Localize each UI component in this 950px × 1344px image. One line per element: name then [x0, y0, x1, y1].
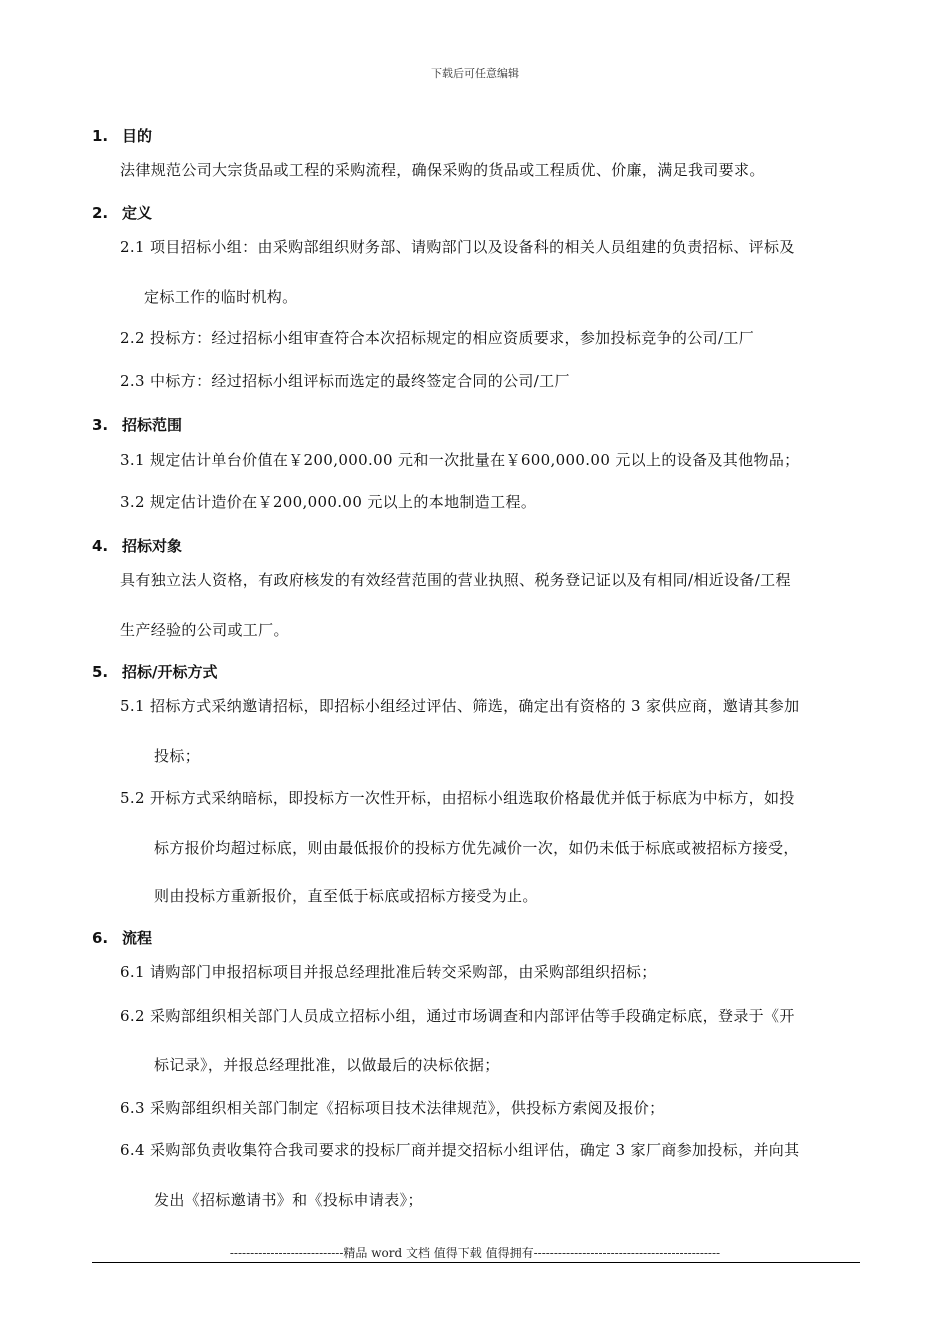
target-text-cont: 生产经验的公司或工厂。 — [120, 621, 289, 639]
section-heading-3 — [92, 415, 182, 435]
section-number: 1. — [92, 127, 109, 145]
section-number: 5. — [92, 663, 109, 681]
section-heading-5 — [92, 662, 217, 682]
section-heading-6 — [92, 928, 152, 948]
definition-2-2: 2.2 投标方：经过招标小组审查符合本次招标规定的相应资质要求，参加投标竞争的公司/工厂 — [120, 329, 755, 347]
definition-2-1-cont: 定标工作的临时机构。 — [144, 288, 298, 306]
section-number: 4. — [92, 537, 109, 555]
process-6-3: 6.3 采购部组织相关部门制定《招标项目技术法律规范》，供投标方索阅及报价； — [120, 1099, 665, 1117]
process-6-4-cont: 发出《招标邀请书》和《投标申请表》； — [154, 1191, 423, 1209]
process-6-2-cont: 标记录》，并报总经理批准，以做最后的决标依据； — [154, 1056, 500, 1074]
footer-divider — [92, 1262, 860, 1263]
section-title: 定义 — [122, 204, 153, 222]
section-title: 目的 — [122, 127, 153, 145]
target-text: 具有独立法人资格，有政府核发的有效经营范围的营业执照、税务登记证以及有相同/相近设备/工程 — [120, 571, 791, 589]
section-number: 6. — [92, 929, 109, 947]
section-number: 2. — [92, 204, 109, 222]
section-heading-2 — [92, 203, 152, 223]
process-6-1: 6.1 请购部门申报招标项目并报总经理批准后转交采购部，由采购部组织招标； — [120, 963, 657, 981]
process-6-2: 6.2 采购部组织相关部门人员成立招标小组，通过市场调查和内部评估等手段确定标底，登录于《开 — [120, 1007, 795, 1025]
scope-3-1: 3.1 规定估计单台价值在￥200,000.00 元和一次批量在￥600,000.00 元以上的设备及其他物品； — [120, 451, 800, 469]
section-title: 招标/开标方式 — [122, 663, 218, 681]
method-5-2-cont-1: 标方报价均超过标底，则由最低报价的投标方优先减价一次，如仍未低于标底或被招标方接受， — [154, 839, 799, 857]
purpose-text: 法律规范公司大宗货品或工程的采购流程，确保采购的货品或工程质优、价廉，满足我司要求。 — [120, 161, 765, 179]
section-heading-4 — [92, 536, 182, 556]
process-6-4: 6.4 采购部负责收集符合我司要求的投标厂商并提交招标小组评估，确定 3 家厂商参加投标，并向其 — [120, 1141, 800, 1159]
definition-2-3: 2.3 中标方：经过招标小组评标而选定的最终签定合同的公司/工厂 — [120, 372, 570, 390]
method-5-2: 5.2 开标方式采纳暗标，即投标方一次性开标，由招标小组选取价格最优并低于标底为中标方，如投 — [120, 789, 795, 807]
definition-2-1: 2.1 项目招标小组：由采购部组织财务部、请购部门以及设备科的相关人员组建的负责招标、评标及 — [120, 238, 795, 256]
method-5-1: 5.1 招标方式采纳邀请招标，即招标小组经过评估、筛选，确定出有资格的 3 家供应商，邀请其参加 — [120, 697, 800, 715]
section-number: 3. — [92, 416, 109, 434]
page-header: 下载后可任意编辑 — [431, 67, 519, 80]
method-5-1-cont: 投标； — [154, 747, 201, 765]
page-footer: ----------------------------精品 word 文档 值得下载 值得拥有---------------------------------------------- — [229, 1246, 721, 1260]
section-title: 流程 — [122, 929, 153, 947]
section-title: 招标对象 — [122, 537, 183, 555]
method-5-2-cont-2: 则由投标方重新报价，直至低于标底或招标方接受为止。 — [154, 887, 538, 905]
section-title: 招标范围 — [122, 416, 183, 434]
section-heading-1 — [92, 126, 152, 146]
scope-3-2: 3.2 规定估计造价在￥200,000.00 元以上的本地制造工程。 — [120, 493, 537, 511]
